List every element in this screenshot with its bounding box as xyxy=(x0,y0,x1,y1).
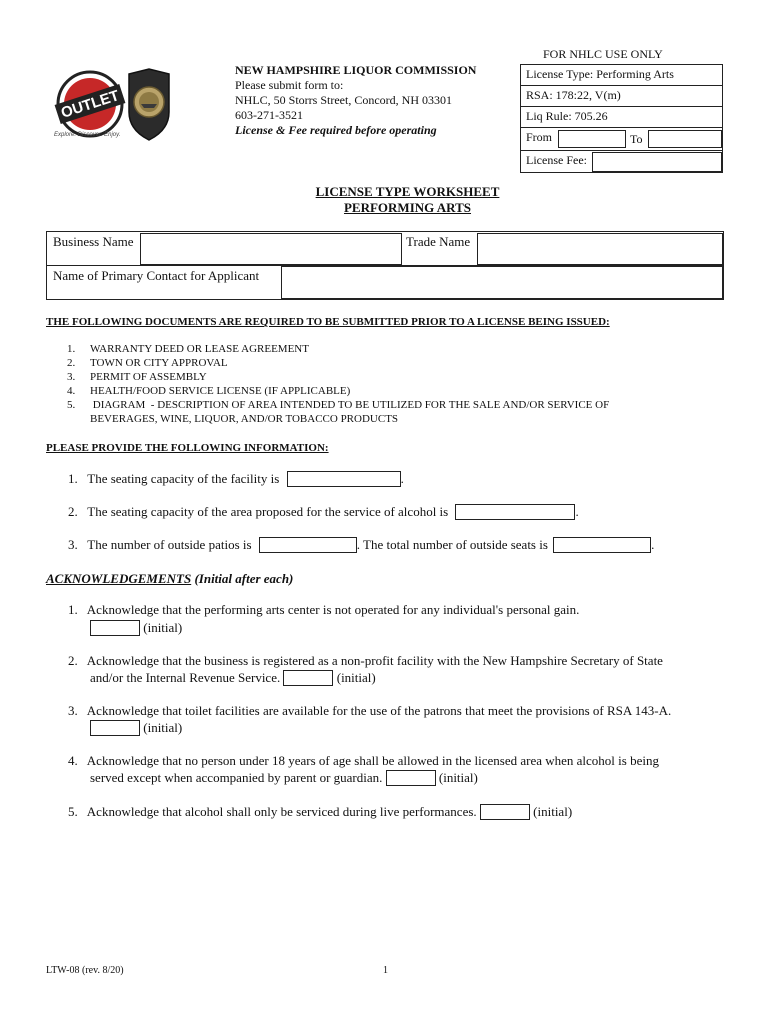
ack-1-initial-field[interactable] xyxy=(90,620,140,636)
agency-phone: 603-271-3521 xyxy=(235,108,303,122)
worksheet-title: LICENSE TYPE WORKSHEET xyxy=(315,184,500,199)
submit-instruction: Please submit form to: xyxy=(235,78,344,92)
trade-name-field[interactable] xyxy=(477,233,723,265)
documents-list xyxy=(67,343,727,427)
agency-name: NEW HAMPSHIRE LIQUOR COMMISSION xyxy=(235,63,477,77)
documents-heading: THE FOLLOWING DOCUMENTS ARE REQUIRED TO BE SUBMITTED PRIOR TO A LICENSE BEING ISSUED: xyxy=(46,316,610,328)
ack-2-line2-row xyxy=(90,670,376,686)
list-item xyxy=(67,357,727,371)
list-item-number: 3. xyxy=(67,371,76,383)
page-number: 1 xyxy=(383,965,388,976)
trade-name-label: Trade Name xyxy=(406,234,471,249)
outside-seats-label: . The total number of outside seats is xyxy=(356,537,548,552)
acknowledgements-note: (Initial after each) xyxy=(191,571,294,586)
worksheet-subtitle: PERFORMING ARTS xyxy=(343,200,472,215)
to-label: To xyxy=(630,132,643,146)
rsa-label: RSA: 178:22, V(m) xyxy=(526,88,621,102)
seating-capacity-alcohol-label: 2. The seating capacity of the area proposed for the service of alcohol is xyxy=(68,504,449,519)
initial-label: (initial) xyxy=(533,804,573,819)
primary-contact-label: Name of Primary Contact for Applicant xyxy=(53,268,260,283)
from-label: From xyxy=(526,130,553,144)
ack-4-line2-row xyxy=(90,770,478,786)
list-item-text: TOWN OR CITY APPROVAL xyxy=(90,357,228,369)
period: . xyxy=(651,537,655,552)
seating-capacity-facility-label: 1. The seating capacity of the facility is xyxy=(68,471,280,486)
office-use-title: FOR NHLC USE ONLY xyxy=(543,47,663,61)
from-date-field[interactable] xyxy=(558,130,626,148)
seating-capacity-facility-row xyxy=(68,471,404,487)
ack-5-text: 5. Acknowledge that alcohol shall only be serviced during live performances. xyxy=(68,804,477,819)
ack-5-row xyxy=(68,804,572,820)
license-type-label: License Type: Performing Arts xyxy=(526,67,674,81)
to-date-field[interactable] xyxy=(648,130,722,148)
license-fee-label: License Fee: xyxy=(526,153,587,167)
list-item-text: DIAGRAM - DESCRIPTION OF AREA INTENDED TO BE UTILIZED FOR THE SALE AND/OR SERVICE OF xyxy=(90,399,610,411)
business-name-label: Business Name xyxy=(53,234,134,249)
ack-2-initial-field[interactable] xyxy=(283,670,333,686)
list-item-number: 2. xyxy=(67,357,76,369)
period: . xyxy=(575,504,579,519)
list-item xyxy=(67,385,727,399)
ack-4-text: 4. Acknowledge that no person under 18 years of age shall be allowed in the licensed area when alcohol is being xyxy=(68,753,659,768)
list-item-text: HEALTH/FOOD SERVICE LICENSE (IF APPLICABLE) xyxy=(90,385,351,397)
rsa-cell xyxy=(520,85,723,107)
initial-label: (initial) xyxy=(438,770,478,785)
form-id: LTW-08 (rev. 8/20) xyxy=(46,965,124,976)
period: . xyxy=(400,471,404,486)
ack-5-initial-field[interactable] xyxy=(480,804,530,820)
list-item xyxy=(67,371,727,385)
list-item xyxy=(67,399,727,427)
list-item xyxy=(67,343,727,357)
business-name-field[interactable] xyxy=(140,233,402,265)
ack-3-initial-field[interactable] xyxy=(90,720,140,736)
info-heading: PLEASE PROVIDE THE FOLLOWING INFORMATION: xyxy=(46,442,329,454)
initial-label: (initial) xyxy=(336,670,376,685)
liq-rule-cell xyxy=(520,106,723,128)
ack-3-text: 3. Acknowledge that toilet facilities are available for the use of the patrons that meet the provisions of RSA 143-A. xyxy=(68,703,672,718)
outside-patios-field[interactable] xyxy=(259,537,357,553)
seating-capacity-alcohol-field[interactable] xyxy=(455,504,575,520)
license-type-cell xyxy=(520,64,723,86)
list-item-number: 5. xyxy=(67,399,76,411)
agency-address: NHLC, 50 Storrs Street, Concord, NH 03301 xyxy=(235,93,452,107)
primary-contact-field[interactable] xyxy=(281,266,723,299)
list-item-text: WARRANTY DEED OR LEASE AGREEMENT xyxy=(90,343,309,355)
list-item-text: PERMIT OF ASSEMBLY xyxy=(90,371,207,383)
list-item-text-continued: BEVERAGES, WINE, LIQUOR, AND/OR TOBACCO PRODUCTS xyxy=(90,413,399,425)
initial-label: (initial) xyxy=(143,720,183,735)
ack-2-text-continued: and/or the Internal Revenue Service. xyxy=(90,670,281,685)
acknowledgements-heading xyxy=(46,571,293,587)
logo-tagline: Explore. Discover. Enjoy. xyxy=(54,132,121,138)
acknowledgements-title: ACKNOWLEDGEMENTS xyxy=(46,571,192,586)
ack-2-text: 2. Acknowledge that the business is registered as a non-profit facility with the New Hampshire Secretary of State xyxy=(68,653,663,668)
liq-rule-label: Liq Rule: 705.26 xyxy=(526,109,608,123)
outside-patios-row xyxy=(68,537,654,553)
seating-capacity-alcohol-row xyxy=(68,504,579,520)
ack-1-initial-row xyxy=(90,620,182,636)
list-item-number: 1. xyxy=(67,343,76,355)
nh-seal-badge xyxy=(126,68,172,142)
seating-capacity-facility-field[interactable] xyxy=(287,471,401,487)
initial-label: (initial) xyxy=(143,620,183,635)
ack-1-text: 1. Acknowledge that the performing arts center is not operated for any individual's personal gain. xyxy=(68,602,580,617)
ack-4-text-continued: served except when accompanied by parent or guardian. xyxy=(90,770,383,785)
license-fee-note: License & Fee required before operating xyxy=(235,123,437,137)
license-fee-field[interactable] xyxy=(592,152,722,172)
list-item-number: 4. xyxy=(67,385,76,397)
outside-patios-label: 3. The number of outside patios is xyxy=(68,537,252,552)
outlet-logo-text: OUTLET xyxy=(58,87,122,122)
ack-3-initial-row xyxy=(90,720,182,736)
outside-seats-field[interactable] xyxy=(553,537,651,553)
ack-4-initial-field[interactable] xyxy=(386,770,436,786)
